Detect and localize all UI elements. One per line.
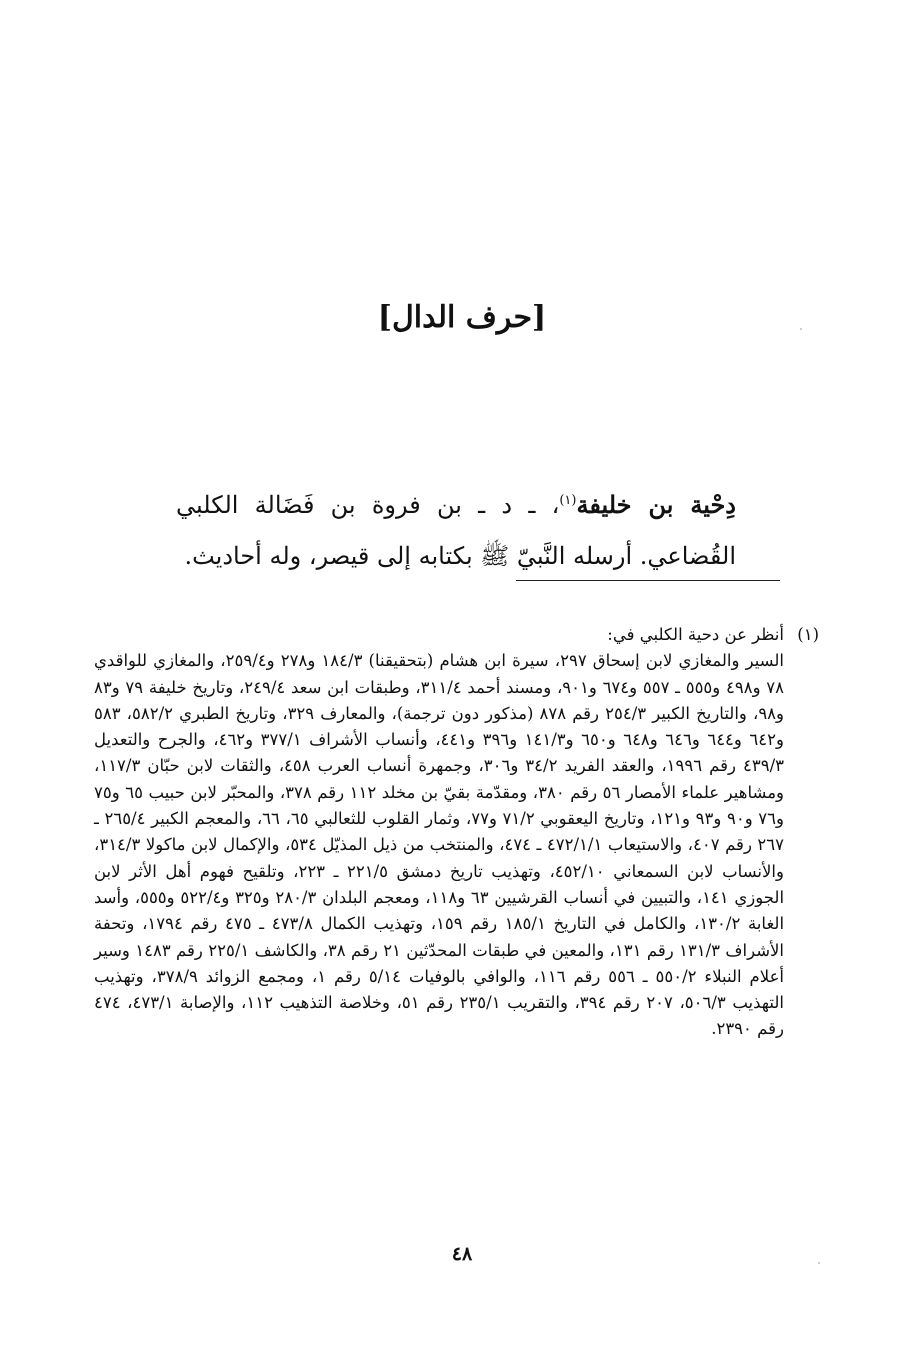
footnote-marker: (١) [797, 625, 819, 644]
footnote-reference[interactable]: (١) [559, 493, 577, 508]
biography-entry [176, 479, 736, 582]
page-number: ٤٨ [451, 1243, 473, 1265]
footnote-separator [516, 580, 780, 581]
footnote-intro: أنظر عن دحية الكلبي في: [607, 625, 784, 644]
footnote [94, 622, 819, 1043]
scan-speck [818, 1262, 820, 1264]
entry-text: ، ـ د ـ بن فروة بن فَضَالة الكلبي القُضاعي. أرسله النَّبيّ ﷺ بكتابه إلى قيصر، وله أحاديث. [176, 491, 736, 570]
entry-name: دِحْية بن خليفة [576, 490, 736, 519]
footnote-intro-line [94, 622, 819, 648]
chapter-heading: [حرف الدال] [377, 300, 547, 335]
footnote-body: السير والمغازي لابن إسحاق ٢٩٧، سيرة ابن هشام (بتحقيقنا) ١٨٤/٣ و٢٧٨ و٢٥٩/٤، والمغازي للواقدي ٧٨ و٤٩٨ و٥٥٥ ـ ٥٥٧ و٦٧٤ و٩٠١، ومسند أحمد ٣١١/٤، وطبقات ابن سعد ٢٤٩/٤، وتاريخ خليفة ٧٩ و٨٣ و٩٨، والتاريخ الكبير ٢٥٤/٣ رقم ٨٧٨ (مذكور دون ترجمة)، والمعارف ٣٢٩، وتاريخ الطبري ٥٨٢/٢، ٥٨٣ و٦٤٢ و٦٤٤ و٦٤٦ و٦٤٨ و٦٥٠ و١٤١/٣ و٣٩٦ و٤٤١، وأنساب الأشراف ٣٧٧/١ و٤٦٢، والجرح والتعديل ٤٣٩/٣ رقم ١٩٩٦، والعقد الفريد ٣٤/٢ و٣٠٦، وجمهرة أنساب العرب ٤٥٨، والثقات لابن حبّان ١١٧/٣، ومشاهير علماء الأمصار ٥٦ رقم ٣٨٠، ومقدّمة بقيّ بن مخلد ١١٢ رقم ٣٧٨، والمحبّر لابن حبيب ٦٥ و٧٥ و٧٦ و٩٠ و٩٣ و١٢١، وتاريخ اليعقوبي ٧١/٢ و٧٧، وثمار القلوب للثعالبي ٦٥، ٦٦، والمعجم الكبير ٢٦٥/٤ ـ ٢٦٧ رقم ٤٠٧، والاستيعاب ٤٧٢/١/١ ـ ٤٧٤، والمنتخب من ذيل المذيّل ٥٣٤، والإكمال لابن ماكولا ٣١٤/٣، والأنساب لابن السمعاني ٤٥٢/١٠، وتهذيب تاريخ دمشق ٢٢١/٥ ـ ٢٢٣، وتلقيح فهوم أهل الأثر لابن الجوزي ١٤١، والتبيين في أنساب القرشيين ٦٣ و١١٨، ومعجم البلدان ٢٨٠/٣ و٣٢٥ و٥٢٢/٤ و٥٥٥، وأسد الغابة ١٣٠/٢، والكامل في التاريخ ١٨٥/١ رقم ١٥٩، وتهذيب الكمال ٤٧٣/٨ ـ ٤٧٥ رقم ١٧٩٤، وتحفة الأشراف ١٣١/٣ رقم ١٣١، والمعين في طبقات المحدّثين ٢١ رقم ٣٨، والكاشف ٢٢٥/١ رقم ١٤٨٣ وسير أعلام النبلاء ٥٥٠/٢ ـ ٥٥٦ رقم ١١٦، والوافي بالوفيات ٥/١٤ رقم ١، ومجمع الزوائد ٣٧٨/٩، وتهذيب التهذيب ٥٠٦/٣، ٢٠٧ رقم ٣٩٤، والتقريب ٢٣٥/١ رقم ٥١، وخلاصة التذهيب ١١٢، والإصابة ٤٧٣/١، ٤٧٤ رقم ٢٣٩٠. [94, 651, 785, 1039]
scan-speck [800, 328, 802, 330]
